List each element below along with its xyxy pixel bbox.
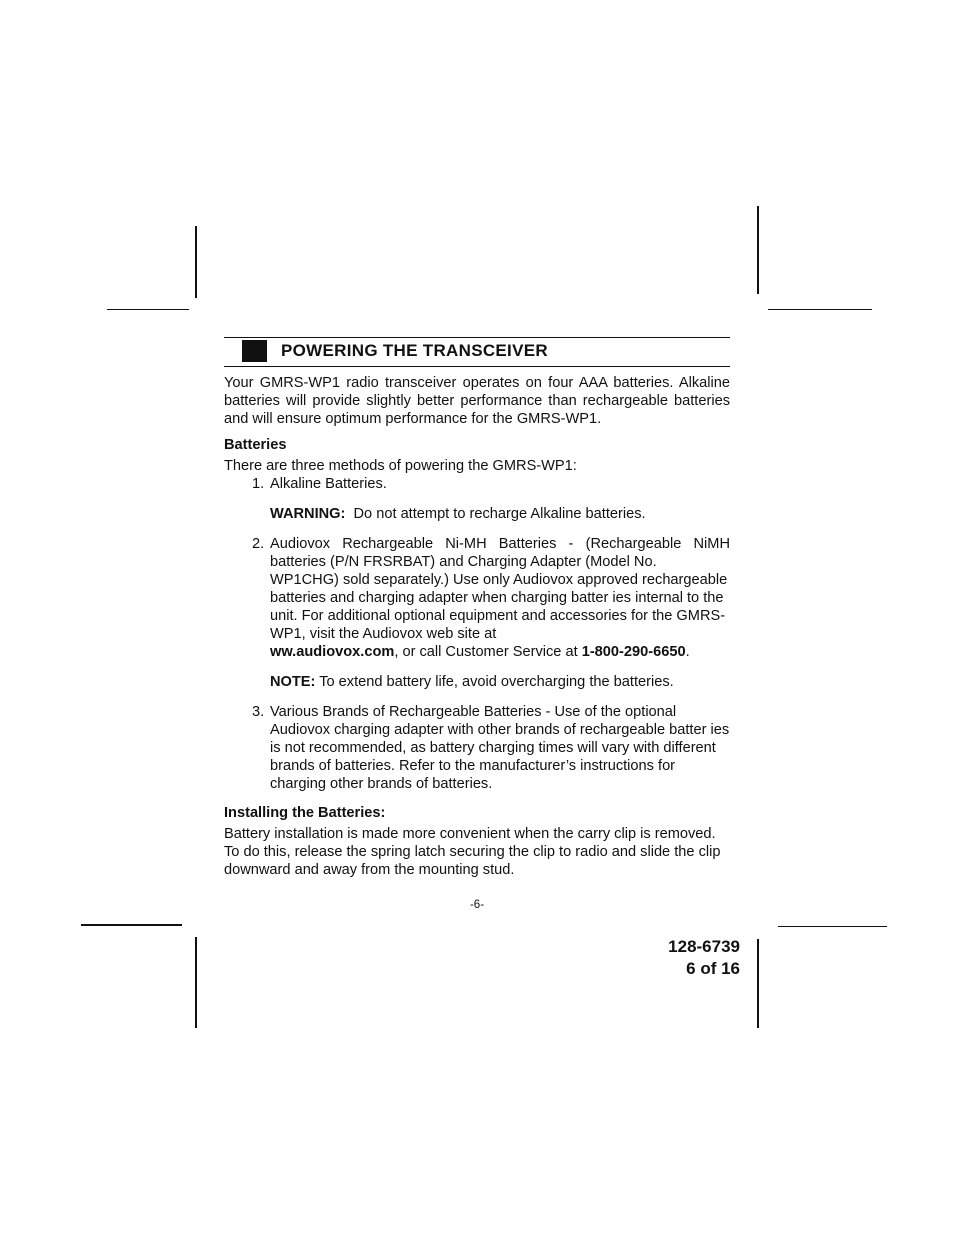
list-text: Alkaline Batteries. xyxy=(270,476,387,492)
installing-paragraph: Battery installation is made more convenient when the carry clip is removed. To do this, release the spring latch securing the clip to radio and slide the clip downward and away from the mounting stud. xyxy=(224,826,721,878)
intro-paragraph: Your GMRS-WP1 radio transceiver operates on four AAA batteries. Alkaline batteries will provide slightly better performance than rechargeable batteries and will ensure optimum performance for the GMRS-WP1. xyxy=(224,375,730,427)
list-text: Audiovox Rechargeable Ni-MH Batteries - (Rechargeable NiMH batteries (P/N FRSRBAT) and Charging Adapter (Model No. xyxy=(270,536,730,570)
warning-label: WARNING: xyxy=(270,506,346,522)
section-header-top-rule xyxy=(224,337,730,338)
page-count: 6 of 16 xyxy=(686,959,740,978)
note-label: NOTE: xyxy=(270,674,316,690)
warning-note xyxy=(224,505,730,523)
powering-methods-list xyxy=(224,703,730,793)
crop-mark-top-left-horizontal xyxy=(107,309,189,310)
crop-mark-bottom-right-vertical xyxy=(757,939,759,1028)
batteries-lead: There are three methods of powering the GMRS-WP1: xyxy=(224,458,577,474)
crop-mark-top-left-vertical xyxy=(195,226,197,298)
batteries-heading: Batteries xyxy=(224,437,287,453)
list-number: 3. xyxy=(252,704,265,720)
document-number: 128-6739 xyxy=(668,937,740,956)
customer-service-phone: 1-800-290-6650 xyxy=(581,644,686,660)
list-number: 1. xyxy=(252,476,265,492)
crop-mark-bottom-left-horizontal xyxy=(81,924,182,926)
crop-mark-top-right-horizontal xyxy=(768,309,872,310)
battery-note xyxy=(224,673,730,691)
section-title: POWERING THE TRANSCEIVER xyxy=(281,341,548,360)
list-item xyxy=(224,535,730,661)
crop-mark-bottom-left-vertical xyxy=(195,937,197,1028)
page-number: -6- xyxy=(469,899,485,911)
powering-methods-list xyxy=(224,475,730,493)
section-marker-box xyxy=(242,340,267,362)
list-text: Various Brands of Rechargeable Batteries - Use of the optional Audiovox charging adapter with other brands of rechargeable batter ies is not recommended, as battery charging times will vary with different brands of batteries. Refer to the manufacturer’s instructions for charging other brands of batteries. xyxy=(270,704,730,792)
installing-heading: Installing the Batteries: xyxy=(224,805,386,821)
list-text-continued: WP1CHG) sold separately.) Use only Audiovox approved rechargeable batteries and charging adapter when charging batter ies internal to the unit. For additional optional equipment and accessories for the GMRS-WP1, visit the Audiovox web site at ww.audiovox.com, or call Customer Service at 1-800-290-6650. xyxy=(270,572,728,660)
list-number: 2. xyxy=(252,536,265,552)
website-link[interactable]: ww.audiovox.com xyxy=(270,644,395,660)
list-item xyxy=(224,475,730,493)
document-code xyxy=(600,936,740,980)
crop-mark-top-right-vertical xyxy=(757,206,759,294)
powering-methods-list xyxy=(224,535,730,661)
note-text: To extend battery life, avoid overcharging the batteries. xyxy=(319,674,674,690)
section-header-bottom-rule xyxy=(224,366,730,367)
crop-mark-bottom-right-horizontal xyxy=(778,926,887,927)
list-item xyxy=(224,703,730,793)
page-content xyxy=(224,374,730,879)
warning-text: Do not attempt to recharge Alkaline batteries. xyxy=(353,506,646,522)
